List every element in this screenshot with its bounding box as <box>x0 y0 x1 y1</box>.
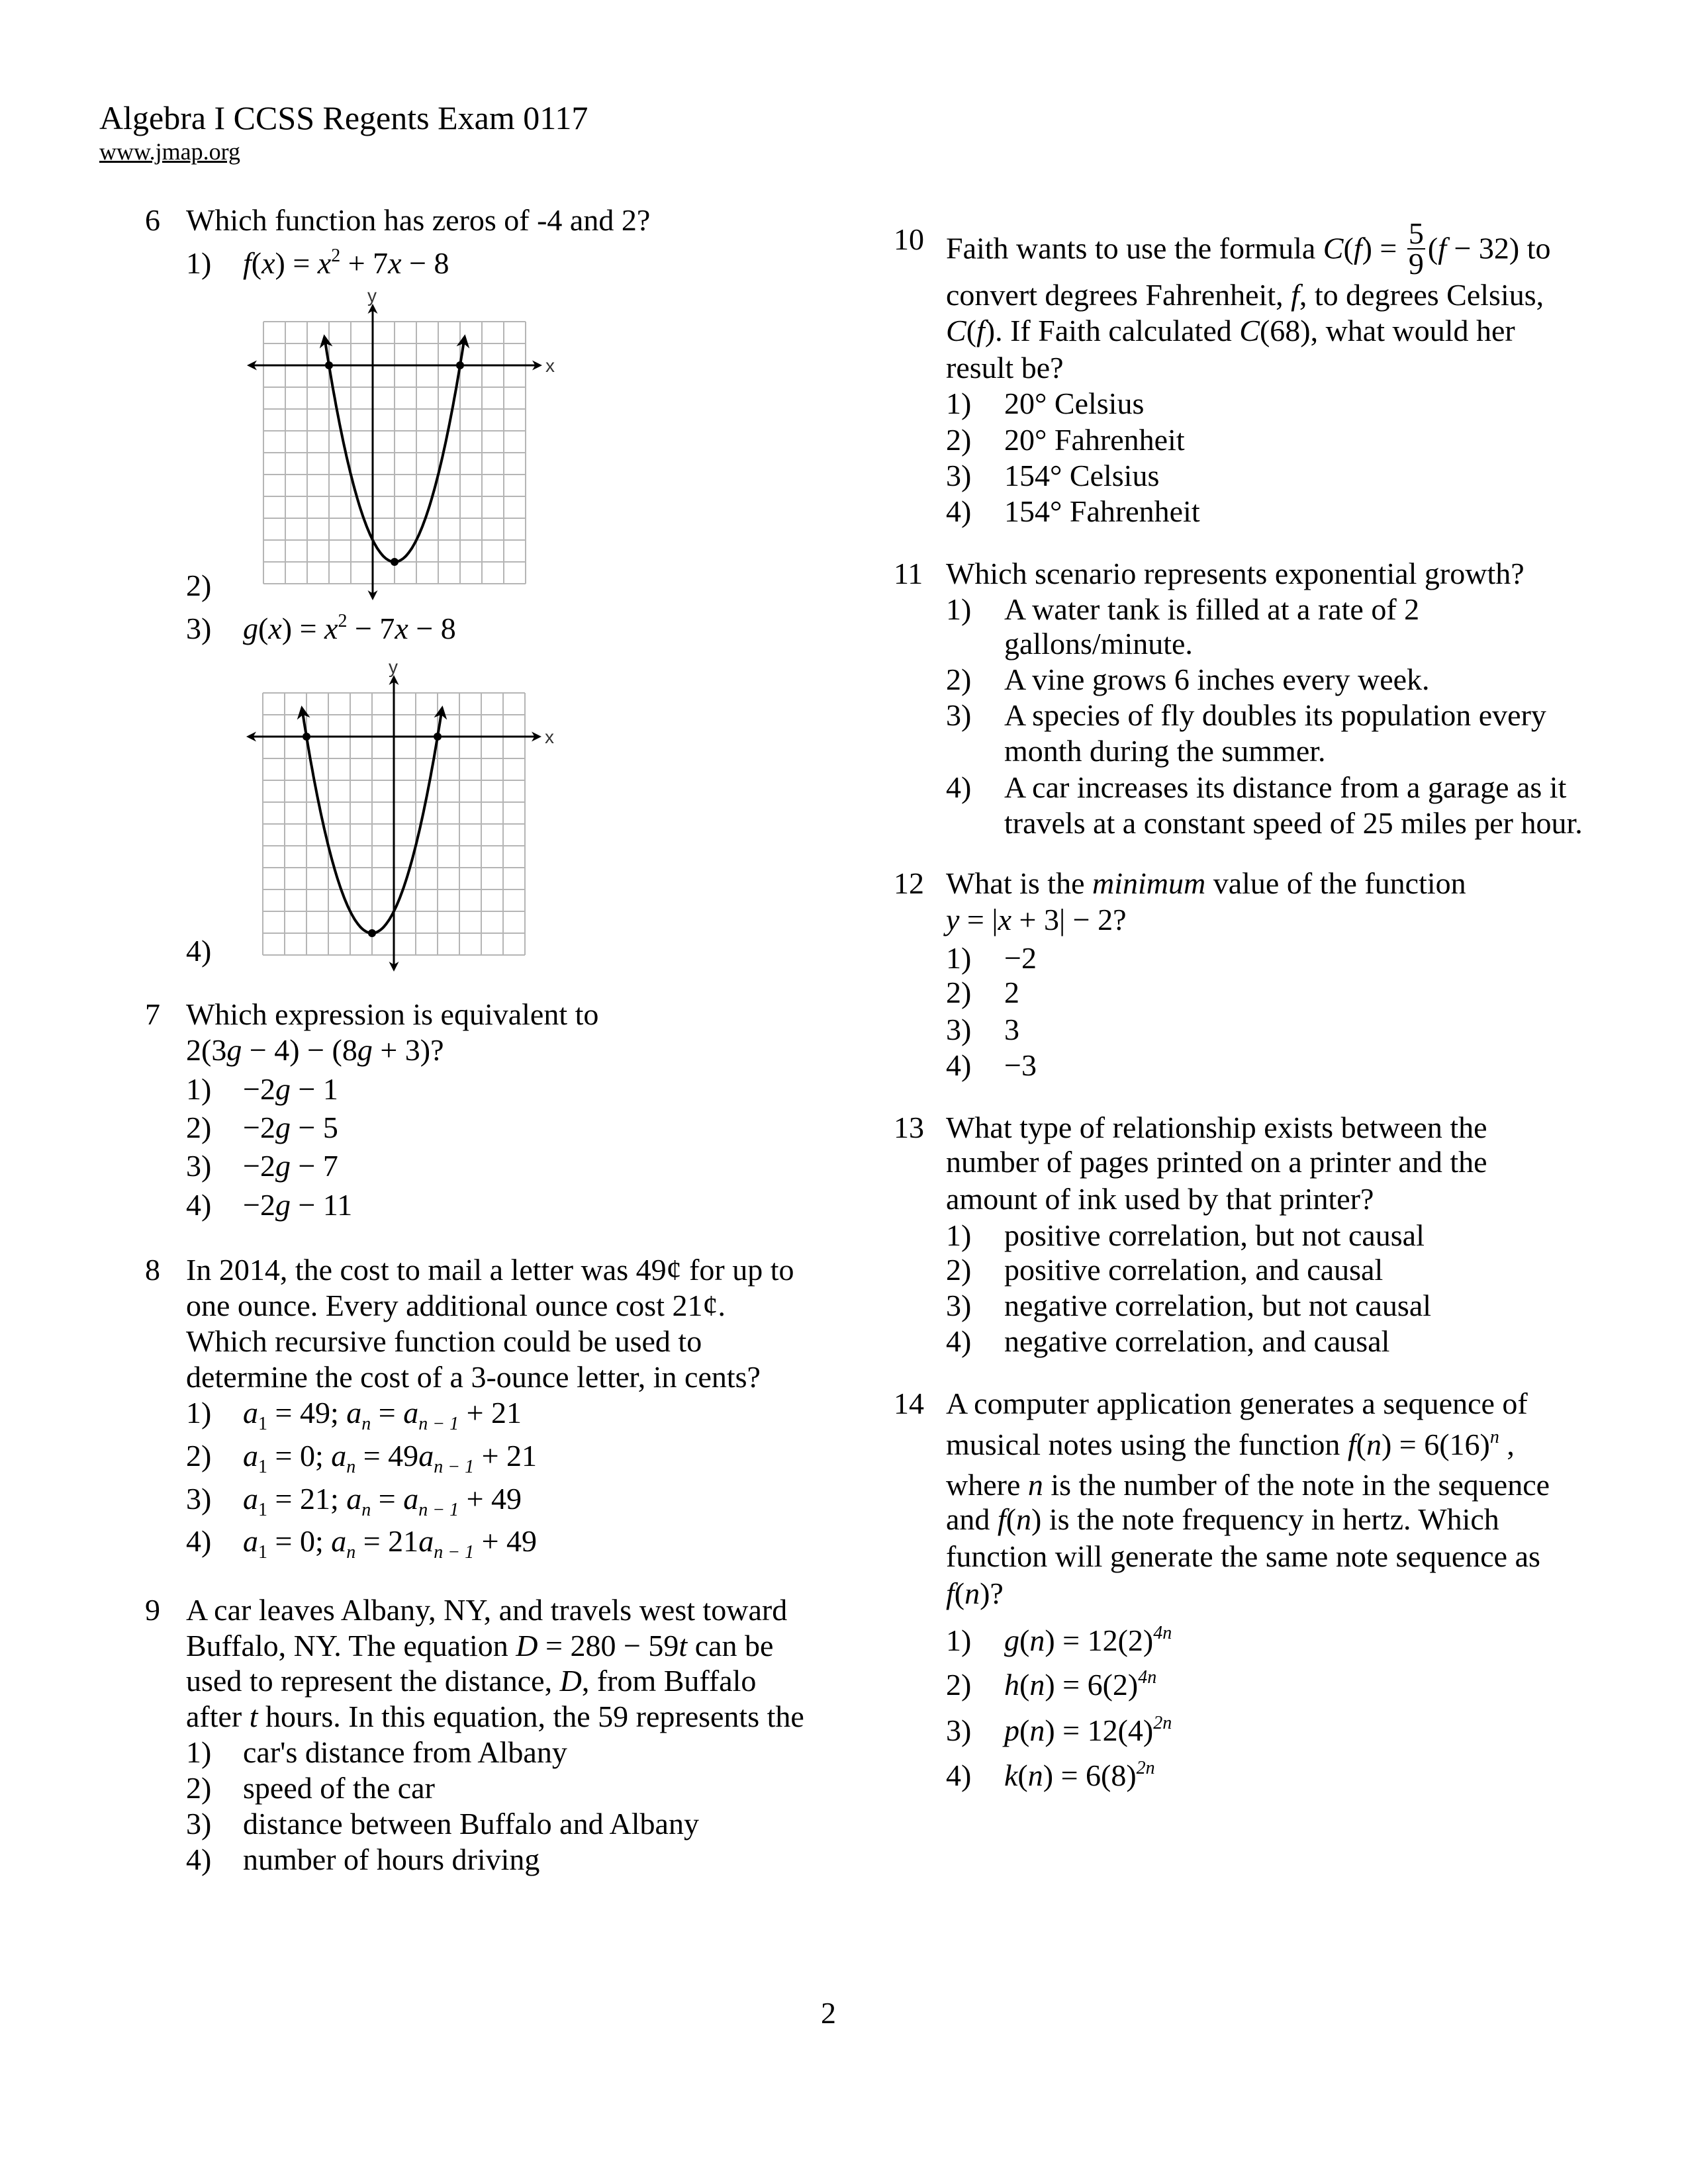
math-text: −2 <box>243 1149 275 1183</box>
question-stem-line <box>946 1502 1499 1537</box>
y-axis-label: y <box>389 660 398 677</box>
math-i: g <box>226 1033 242 1067</box>
option-text: 20° Celsius <box>1004 387 1145 420</box>
math-text: after <box>186 1700 250 1733</box>
fraction-numerator: 5 <box>1408 216 1424 250</box>
option-text: negative correlation, and causal <box>1004 1324 1390 1358</box>
math-i: n <box>1366 1428 1382 1461</box>
math-text: Buffalo, NY. The equation <box>186 1629 516 1662</box>
math-text: ) = <box>281 612 325 645</box>
math-i: a <box>346 1396 362 1430</box>
question-number: 11 <box>894 557 923 590</box>
option-text <box>1004 1758 1155 1794</box>
math-i: g <box>275 1188 291 1222</box>
math-i: a <box>403 1396 419 1430</box>
math-i: p <box>1004 1713 1019 1747</box>
math-i: t <box>679 1629 688 1662</box>
option-text: car's distance from Albany <box>243 1735 567 1769</box>
math-sup: 2 <box>331 246 341 266</box>
math-text: ) = 12(4) <box>1045 1713 1154 1747</box>
math-i: y <box>946 903 960 936</box>
option-label: 1) <box>946 1623 972 1657</box>
option-label: 4) <box>186 934 212 968</box>
math-isub: n − 1 <box>434 1457 475 1477</box>
math-text: ) = <box>275 246 318 280</box>
question-stem-line: What type of relationship exists between the <box>946 1111 1487 1144</box>
question-stem-line: determine the cost of a 3-ounce letter, in cents? <box>186 1360 761 1394</box>
math-i: h <box>1004 1668 1019 1702</box>
math-text: −2 <box>243 1072 275 1106</box>
math-i: f <box>997 1502 1006 1536</box>
parabola-branch <box>395 337 465 562</box>
question-stem-line: A car leaves Albany, NY, and travels west toward <box>186 1593 788 1627</box>
math-i: f <box>946 1576 955 1610</box>
stem-var: f <box>1353 231 1362 265</box>
parabola-branch <box>372 708 442 933</box>
math-text: − 5 <box>290 1111 338 1144</box>
math-isub: n <box>346 1457 356 1477</box>
math-i: a <box>418 1524 434 1558</box>
option-text: −3 <box>1004 1048 1037 1082</box>
math-text: , from Buffalo <box>581 1664 757 1698</box>
question-stem-line <box>946 1467 1550 1503</box>
option-1-text <box>243 246 449 281</box>
question-stem-line <box>946 216 1551 281</box>
zero-point <box>434 733 442 741</box>
option-text <box>243 1481 522 1520</box>
math-i: g <box>275 1072 291 1106</box>
math-i: a <box>243 1396 258 1430</box>
option-label: 1) <box>946 387 972 420</box>
math-i: f <box>1291 278 1299 312</box>
math-text: ( <box>251 246 262 280</box>
math-text: − 8 <box>408 612 456 645</box>
option-label: 1) <box>186 1072 212 1106</box>
option-text <box>1004 1713 1172 1749</box>
page-number: 2 <box>821 1996 836 2030</box>
option-label: 1) <box>186 1396 212 1430</box>
math-i: x <box>998 903 1011 936</box>
math-text: musical notes using the function <box>946 1428 1348 1461</box>
question-expression <box>186 1032 444 1068</box>
question-stem-line <box>946 902 1127 938</box>
option-label: 2) <box>186 1111 212 1144</box>
math-isup: 4n <box>1153 1623 1172 1643</box>
question-number: 8 <box>145 1253 160 1287</box>
math-text: ( <box>1019 1668 1030 1702</box>
stem-var: f <box>1438 231 1446 265</box>
option-text: A vine grows 6 inches every week. <box>1004 662 1430 696</box>
fraction <box>1407 216 1425 281</box>
math-i: g <box>357 1033 373 1067</box>
math-text: ) is the note frequency in hertz. Which <box>1031 1502 1499 1536</box>
question-stem-line: In 2014, the cost to mail a letter was 49¢ for up to <box>186 1253 794 1287</box>
math-i: x <box>261 246 275 280</box>
website-link[interactable]: www.jmap.org <box>99 138 240 165</box>
option-label: 3) <box>186 612 212 645</box>
math-text: = 49 <box>355 1439 419 1473</box>
math-i: x <box>395 612 408 645</box>
math-text: ( <box>1356 1428 1366 1461</box>
option-text: number of hours driving <box>243 1843 540 1876</box>
math-text: = 0; <box>267 1439 332 1473</box>
x-axis-label: x <box>545 727 554 747</box>
math-text: and <box>946 1502 998 1536</box>
question-stem-line: function will generate the same note sequence as <box>946 1539 1540 1573</box>
option-text <box>243 1187 352 1223</box>
option-3-text <box>243 611 456 647</box>
math-text: value of the function <box>1205 866 1466 900</box>
option-label: 2) <box>946 662 972 696</box>
option-label: 2) <box>946 1668 972 1702</box>
stem-text: ( <box>1427 231 1438 265</box>
math-text: ( <box>258 612 269 645</box>
math-text: ) = 12(2) <box>1045 1623 1154 1657</box>
math-isub: n − 1 <box>434 1542 475 1563</box>
question-stem-line <box>186 1699 804 1735</box>
math-isub: n − 1 <box>418 1500 459 1520</box>
math-text: −2 <box>243 1111 275 1144</box>
question-stem-line <box>946 866 1466 901</box>
fraction-denominator: 9 <box>1408 247 1424 281</box>
option-text: A species of fly doubles its population every <box>1004 698 1546 732</box>
parabola-branch <box>324 337 395 562</box>
math-i: C <box>1239 314 1260 347</box>
option-label: 3) <box>186 1149 212 1183</box>
option-text: 154° Celsius <box>1004 459 1160 492</box>
question-stem-line: one ounce. Every additional ounce cost 21¢. <box>186 1289 726 1322</box>
math-text: ). If Faith calculated <box>984 314 1240 347</box>
math-text: ( <box>1019 1713 1030 1747</box>
option-text <box>1004 1667 1156 1703</box>
question-stem: Which expression is equivalent to <box>186 997 599 1031</box>
math-i: a <box>331 1524 347 1558</box>
question-stem-line: result be? <box>946 351 1064 385</box>
question-stem-line: A computer application generates a sequence of <box>946 1387 1528 1420</box>
option-text: 3 <box>1004 1013 1019 1046</box>
math-text: = 280 − 59 <box>538 1629 679 1662</box>
question-stem-line: amount of ink used by that printer? <box>946 1182 1374 1216</box>
option-text <box>243 1438 538 1477</box>
option-text: month during the summer. <box>1004 734 1326 768</box>
math-i: g <box>275 1111 291 1144</box>
option-label: 3) <box>946 1289 972 1322</box>
math-isub: n <box>361 1414 371 1434</box>
math-text: ( <box>1017 1758 1028 1792</box>
math-sub: 1 <box>258 1457 267 1477</box>
option-label: 2) <box>946 423 972 457</box>
option-label: 4) <box>946 770 972 804</box>
math-i: f <box>1347 1428 1356 1461</box>
option-text: positive correlation, but not causal <box>1004 1218 1425 1252</box>
math-i: a <box>331 1439 347 1473</box>
document-title: Algebra I CCSS Regents Exam 0117 <box>99 99 588 136</box>
math-text: − 8 <box>401 246 449 280</box>
question-number: 7 <box>145 997 160 1031</box>
math-i: a <box>243 1482 258 1516</box>
option-text <box>243 1148 338 1184</box>
option-text: speed of the car <box>243 1771 435 1805</box>
math-text: − 1 <box>290 1072 338 1106</box>
math-isup: 4n <box>1138 1667 1157 1688</box>
question-stem-line <box>946 1427 1515 1463</box>
question-stem-line <box>186 1628 773 1664</box>
math-isup: 2n <box>1136 1758 1155 1778</box>
zero-point <box>325 361 333 369</box>
math-i: f <box>976 314 985 347</box>
math-text: − 7 <box>347 612 395 645</box>
math-i: x <box>268 612 282 645</box>
stem-var: C <box>1323 231 1344 265</box>
zero-point <box>456 361 464 369</box>
x-axis-label: x <box>545 355 555 376</box>
option-label: 4) <box>186 1524 212 1558</box>
stem-text: Faith wants to use the formula <box>946 231 1323 265</box>
option-label: 1) <box>946 592 972 626</box>
math-text: (68), what would her <box>1259 314 1515 347</box>
option-label: 3) <box>946 1713 972 1747</box>
stem-text: ( <box>1343 231 1354 265</box>
math-i: n <box>1029 1713 1045 1747</box>
stem-text: ) = <box>1362 231 1405 265</box>
option-label: 4) <box>946 1324 972 1358</box>
option-label: 4) <box>946 1048 972 1082</box>
question-stem-line: number of pages printed on a printer and the <box>946 1145 1487 1179</box>
math-i: n <box>964 1576 980 1610</box>
option-text <box>243 1395 522 1434</box>
question-stem: Which function has zeros of -4 and 2? <box>186 203 651 237</box>
math-text: ) = 6(2) <box>1045 1668 1139 1702</box>
math-i: x <box>324 612 338 645</box>
option-text <box>1004 1623 1172 1659</box>
math-text: )? <box>980 1576 1004 1610</box>
math-i: t <box>249 1700 258 1733</box>
math-text: = <box>371 1482 404 1516</box>
math-text: used to represent the distance, <box>186 1664 560 1698</box>
math-i: minimum <box>1092 866 1206 900</box>
math-sub: 1 <box>258 1414 267 1434</box>
option-text <box>243 1524 538 1563</box>
math-text: is the number of the note in the sequence <box>1043 1468 1550 1502</box>
option-text: positive correlation, and causal <box>1004 1253 1383 1287</box>
math-i: n <box>1029 1623 1045 1657</box>
question-stem-line <box>946 1576 1004 1612</box>
math-text: 2(3 <box>186 1033 227 1067</box>
option-text: negative correlation, but not causal <box>1004 1289 1432 1322</box>
math-i: D <box>516 1629 538 1662</box>
math-isub: n − 1 <box>418 1414 459 1434</box>
math-i: k <box>1004 1758 1018 1792</box>
math-i: n <box>1027 1468 1043 1502</box>
option-text: A car increases its distance from a garage as it <box>1004 770 1567 804</box>
option-label: 3) <box>946 459 972 492</box>
math-i: a <box>243 1524 258 1558</box>
math-i: n <box>1029 1668 1045 1702</box>
option-label: 4) <box>946 494 972 528</box>
math-i: g <box>275 1149 291 1183</box>
question-stem-line: Which recursive function could be used to <box>186 1324 702 1358</box>
option-label: 2) <box>946 1253 972 1287</box>
math-i: C <box>946 314 966 347</box>
math-i: a <box>243 1439 258 1473</box>
math-text: ) = 6(8) <box>1043 1758 1137 1792</box>
zero-point <box>303 733 310 741</box>
math-sub: 1 <box>258 1542 267 1563</box>
option-label: 2) <box>946 976 972 1009</box>
option-label: 3) <box>946 1013 972 1046</box>
math-text: ( <box>1019 1623 1030 1657</box>
math-text: ( <box>954 1576 965 1610</box>
math-text: −2 <box>243 1188 275 1222</box>
math-text: = 49; <box>267 1396 347 1430</box>
option-text: 154° Fahrenheit <box>1004 494 1200 528</box>
option-label: 4) <box>186 1843 212 1876</box>
option-label: 1) <box>186 1735 212 1769</box>
math-text: + 49 <box>459 1482 522 1516</box>
y-axis-label: y <box>367 289 377 306</box>
math-isub: n <box>346 1542 356 1563</box>
question-stem: Which scenario represents exponential growth? <box>946 557 1524 590</box>
math-i: g <box>243 612 258 645</box>
math-text: + 3| − 2? <box>1011 903 1127 936</box>
option-label: 4) <box>186 1188 212 1222</box>
option-label: 1) <box>186 246 212 280</box>
question-number: 13 <box>894 1111 924 1144</box>
graph-option-4 <box>238 660 555 978</box>
vertex-point <box>368 929 376 937</box>
option-label: 3) <box>946 698 972 732</box>
option-text: 20° Fahrenheit <box>1004 423 1185 457</box>
math-text: = 21 <box>355 1524 419 1558</box>
math-i: a <box>403 1482 419 1516</box>
option-label: 3) <box>186 1482 212 1516</box>
math-text: + 21 <box>474 1439 538 1473</box>
math-i: D <box>559 1664 582 1698</box>
math-text: ( <box>1006 1502 1017 1536</box>
math-text: − 4) − (8 <box>242 1033 357 1067</box>
math-text: What is the <box>946 866 1092 900</box>
math-isup: n <box>1489 1427 1499 1447</box>
question-number: 12 <box>894 866 924 900</box>
math-i: a <box>418 1439 434 1473</box>
option-text: −2 <box>1004 941 1037 975</box>
option-label: 2) <box>186 1771 212 1805</box>
question-number: 9 <box>145 1593 160 1627</box>
question-stem-line <box>946 277 1544 313</box>
option-label: 4) <box>946 1758 972 1792</box>
option-text: travels at a constant speed of 25 miles per hour. <box>1004 806 1583 840</box>
math-text: + 7 <box>340 246 389 280</box>
math-text: convert degrees Fahrenheit, <box>946 278 1291 312</box>
math-sup: 2 <box>338 611 348 631</box>
option-label: 1) <box>946 1218 972 1252</box>
option-text <box>243 1071 338 1107</box>
math-text: + 21 <box>459 1396 522 1430</box>
question-number: 14 <box>894 1387 924 1420</box>
math-text: ( <box>966 314 977 347</box>
math-text: ) = 6(16) <box>1381 1428 1490 1461</box>
math-text: hours. In this equation, the 59 represents the <box>258 1700 804 1733</box>
math-i: x <box>317 246 332 280</box>
math-isup: 2n <box>1153 1713 1172 1733</box>
stem-text: − 32) to <box>1446 231 1551 265</box>
option-label: 2) <box>186 569 212 602</box>
math-text: + 3)? <box>372 1033 444 1067</box>
math-i: a <box>346 1482 362 1516</box>
math-text: − 11 <box>290 1188 353 1222</box>
vertex-point <box>391 558 399 566</box>
option-label: 3) <box>186 1807 212 1841</box>
option-text: A water tank is filled at a rate of 2 <box>1004 592 1420 626</box>
math-i: n <box>1027 1758 1043 1792</box>
math-sub: 1 <box>258 1500 267 1520</box>
math-i: f <box>243 246 252 280</box>
question-number: 10 <box>894 222 924 256</box>
math-i: x <box>388 246 402 280</box>
question-number: 6 <box>145 203 160 237</box>
option-label: 1) <box>946 941 972 975</box>
option-text: 2 <box>1004 976 1019 1009</box>
math-text: − 7 <box>290 1149 338 1183</box>
math-text: = | <box>959 903 998 936</box>
math-i: n <box>1016 1502 1032 1536</box>
math-text: , to degrees Celsius, <box>1299 278 1544 312</box>
option-text: gallons/minute. <box>1004 627 1193 660</box>
option-text: distance between Buffalo and Albany <box>243 1807 699 1841</box>
option-text <box>243 1110 338 1146</box>
parabola-branch <box>302 708 372 933</box>
question-stem-line <box>946 313 1515 349</box>
math-text: , <box>1499 1428 1515 1461</box>
question-stem-line <box>186 1663 756 1699</box>
math-text: + 49 <box>474 1524 538 1558</box>
math-text: = <box>371 1396 404 1430</box>
math-text: can be <box>687 1629 774 1662</box>
math-isub: n <box>361 1500 371 1520</box>
math-i: g <box>1004 1623 1019 1657</box>
graph-option-2 <box>238 289 556 606</box>
option-label: 2) <box>186 1439 212 1473</box>
math-text: = 0; <box>267 1524 332 1558</box>
math-text: = 21; <box>267 1482 347 1516</box>
math-text: where <box>946 1468 1028 1502</box>
